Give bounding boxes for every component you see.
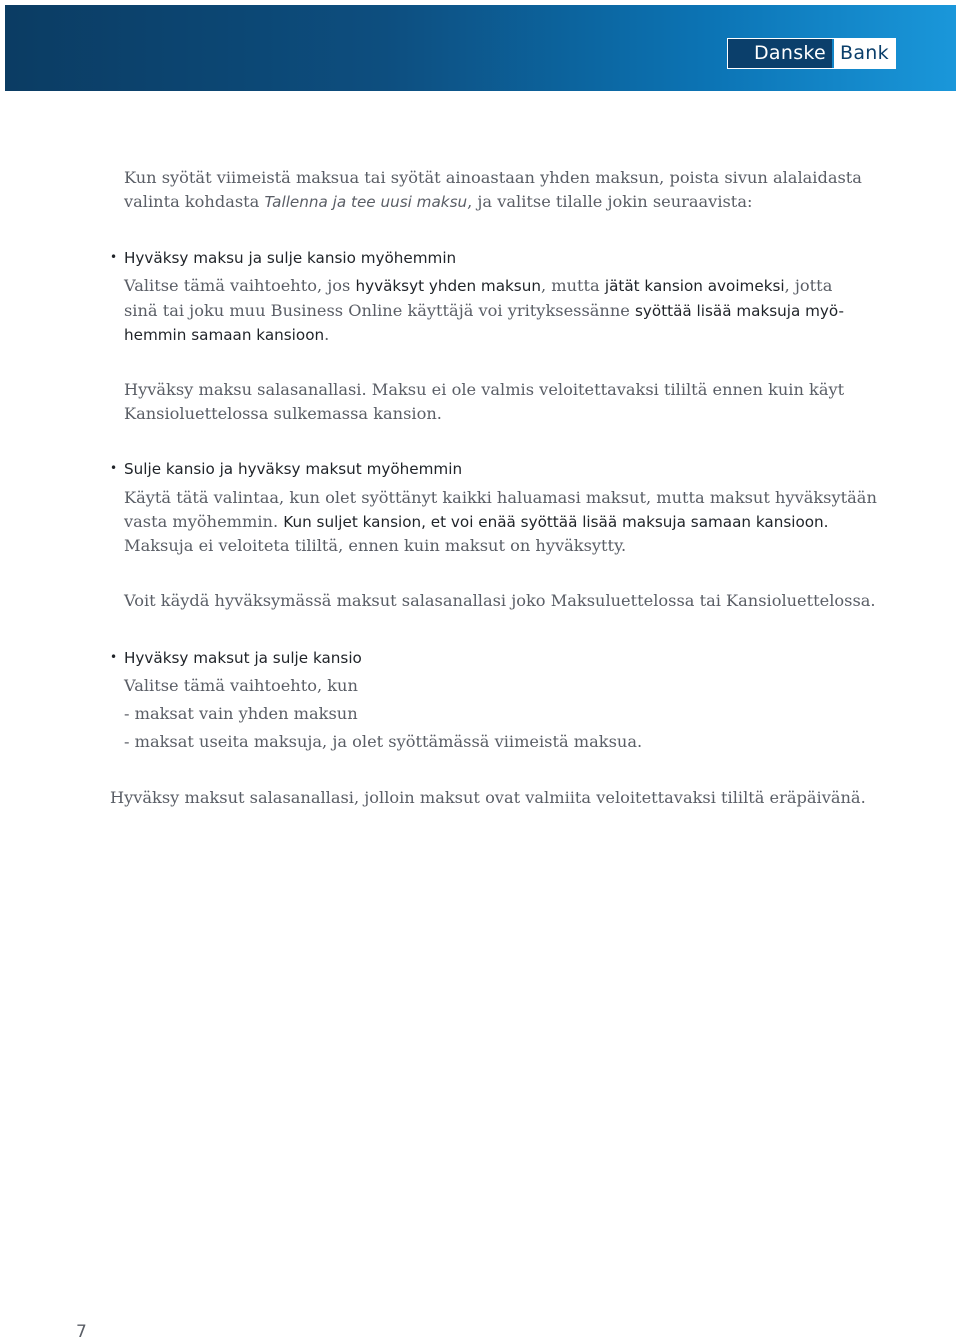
option2-title: Sulje kansio ja hyväksy maksut myöhemmin: [124, 460, 463, 478]
option1-d3: , jotta: [784, 276, 833, 295]
option3-title: Hyväksy maksut ja sulje kansio: [124, 649, 362, 667]
option1-d1: Valitse tämä vaihtoehto, jos: [124, 276, 356, 295]
option1-note: [124, 378, 904, 425]
option1-d2: , mutta: [540, 276, 605, 295]
option1-line3-bold: hemmin samaan kansioon: [124, 326, 325, 345]
option3-item1: - maksat vain yhden maksun: [124, 704, 358, 723]
option1-d1-bold: hyväksyt yhden maksun: [355, 277, 541, 295]
option2-line2-bold: Kun suljet kansion, et voi enää syöttää lisää maksuja samaan kansioon.: [283, 512, 829, 531]
option1-note-line1: Hyväksy maksu salasanallasi. Maksu ei ole valmis veloitettavaksi tililtä ennen kuin käyt: [124, 380, 845, 399]
option1-note-line2: Kansioluettelossa sulkemassa kansion.: [124, 403, 442, 423]
bullet-option2: •: [110, 461, 118, 475]
option1-description: [124, 274, 904, 348]
option2-line3: Maksuja ei veloiteta tililtä, ennen kuin maksut on hyväksytty.: [124, 536, 627, 556]
header-banner: [5, 5, 956, 91]
option1-line2: sinä tai joku muu Business Online käyttäjä voi yrityksessänne: [124, 300, 635, 320]
option1-line3-end: .: [324, 325, 330, 345]
danske-bank-logo: [727, 38, 896, 69]
intro-line2-end: , ja valitse tilalle jokin seuraavista:: [467, 191, 753, 211]
logo-word-bank: Bank: [834, 39, 895, 68]
bullet-option3: •: [110, 650, 118, 664]
intro-line2-start: valinta kohdasta: [124, 191, 265, 211]
option3-item2: - maksat useita maksuja, ja olet syöttämässä viimeistä maksua.: [124, 732, 643, 751]
option1-title: Hyväksy maksu ja sulje kansio myöhemmin: [124, 249, 457, 267]
option2-note: Voit käydä hyväksymässä maksut salasanallasi joko Maksuluettelossa tai Kansioluettelossa.: [124, 591, 876, 610]
logo-word-danske: Danske: [728, 39, 832, 68]
option2-description: [124, 486, 904, 558]
bullet-option1: •: [110, 250, 118, 264]
option1-d2-bold: jätät kansion avoimeksi: [604, 277, 785, 295]
option2-line1: Käytä tätä valintaa, kun olet syöttänyt kaikki haluamasi maksut, mutta maksut hyväksytään: [124, 488, 877, 507]
option2-line2-start: vasta myöhemmin.: [124, 511, 284, 531]
intro-line2-italic: Tallenna ja tee uusi maksu: [264, 192, 468, 211]
page-number: 7: [76, 1322, 87, 1342]
option3-line1: Valitse tämä vaihtoehto, kun: [124, 676, 358, 695]
option1-line2-bold: syöttää lisää maksuja myö-: [635, 301, 844, 320]
intro-line1: Kun syötät viimeistä maksua tai syötät ainoastaan yhden maksun, poista sivun alalaidasta: [124, 168, 862, 187]
closing-paragraph: Hyväksy maksut salasanallasi, jolloin maksut ovat valmiita veloitettavaksi tililtä eräpäivänä.: [110, 788, 866, 807]
intro-paragraph: [124, 166, 904, 214]
